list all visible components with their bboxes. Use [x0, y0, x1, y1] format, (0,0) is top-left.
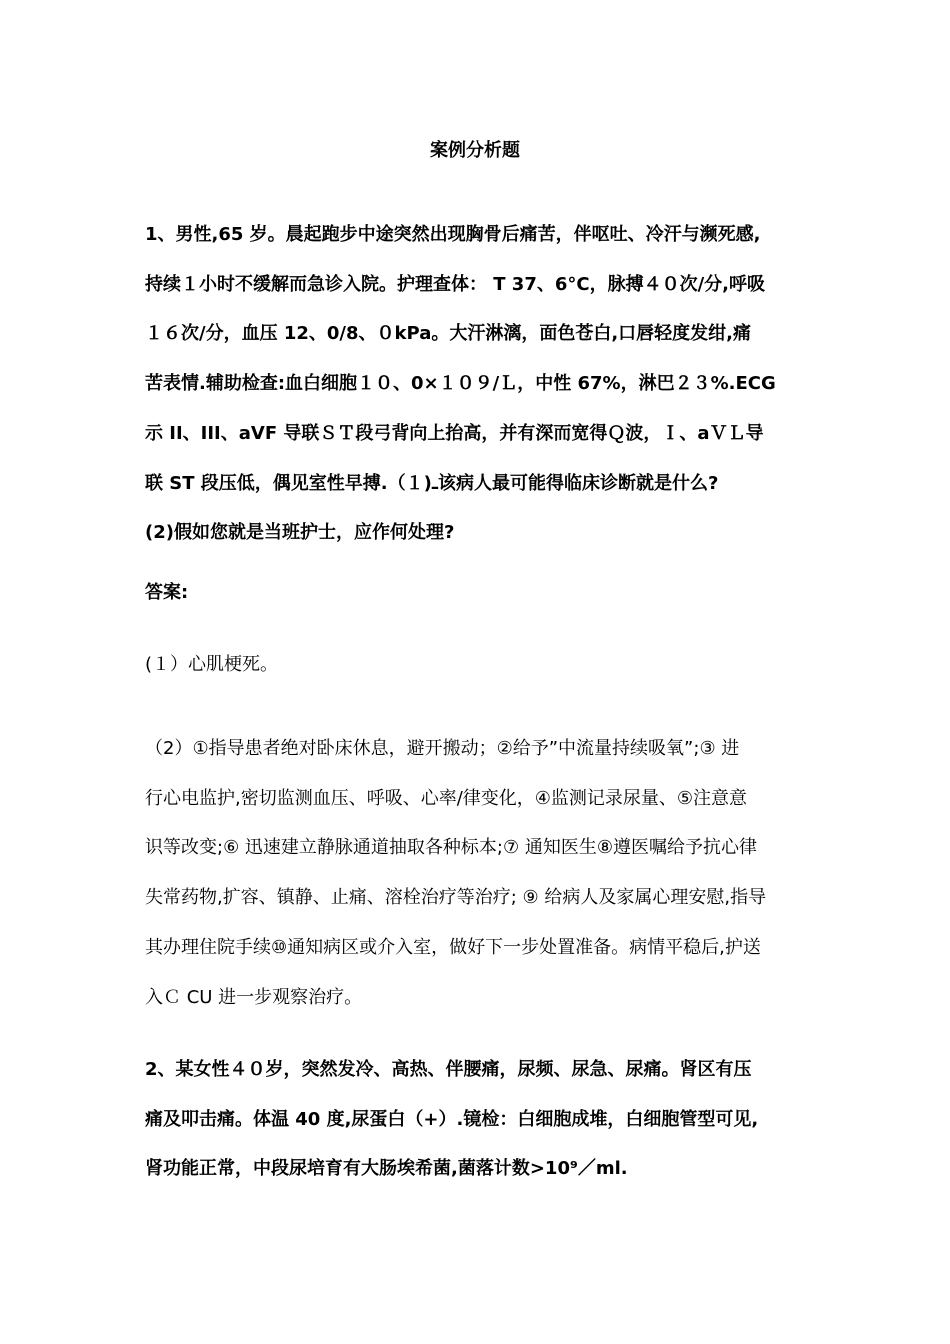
question-2-line: 2、某女性４０岁，突然发冷、高热、伴腰痛，尿频、尿急、尿痛。肾区有压 — [145, 1059, 752, 1080]
question-1-line: (2)假如您就是当班护士，应作何处理? — [145, 522, 455, 544]
answer-part-2-line: （2）①指导患者绝对卧床休息，避开搬动；②给予”中流量持续吸氧”;③ 进 — [145, 738, 740, 759]
question-1 — [145, 210, 810, 558]
question-1-line: 持续１小时不缓解而急诊入院。护理查体： T 37、6°C，脉搏４０次/分,呼吸 — [145, 273, 766, 295]
question-2 — [145, 1045, 810, 1194]
question-2-line: 痛及叩击痛。体温 40 度,尿蛋白（+）.镜检：白细胞成堆，白细胞管型可见, — [145, 1108, 759, 1130]
answer-heading: 答案: — [145, 582, 189, 603]
answer-part-2-line: 识等改变;⑥ 迅速建立静脉通道抽取各种标本;⑦ 通知医生⑧遵医嘱给予抗心律 — [145, 837, 757, 859]
answer-part-2-line: 行心电监护,密切监测血压、呼吸、心率/律变化，④监测记录尿量、⑤注意意 — [145, 787, 748, 809]
answer-part-2-line: 入Ｃ CU 进一步观察治疗。 — [145, 986, 363, 1008]
question-1-line: 示 II、III、aVF 导联ＳＴ段弓背向上抬高，并有深而宽得Ｑ波，Ｉ、aＶＬ导 — [145, 422, 764, 444]
answer-part-2-line: 其办理住院手续⑩通知病区或介入室，做好下一步处置准备。病情平稳后,护送 — [145, 936, 761, 958]
page-title: 案例分析题 — [430, 140, 520, 161]
question-1-line: 联 ST 段压低，偶见室性早搏.（１)ـ该病人最可能得临床诊断就是什么? — [145, 472, 719, 494]
question-1-line: １６次/分，血压 12、0/8、０kPa。大汗淋漓，面色苍白,口唇轻度发绀,痛 — [145, 323, 752, 345]
question-2-line: 肾功能正常，中段尿培育有大肠埃希菌,菌落计数>10⁹／ml. — [145, 1158, 628, 1180]
answer-part-1: (１）心肌梗死。 — [145, 654, 279, 675]
question-1-line: 苦表情.辅助检查:血白细胞１０、0×１０９/Ｌ，中性 67%，淋巴２３%.ECG — [145, 373, 776, 395]
question-1-line: 1、男性,65 岁。晨起跑步中途突然出现胸骨后痛苦，伴呕吐、冷汗与濒死感, — [145, 224, 761, 245]
answer-part-2 — [145, 724, 810, 1022]
answer-part-2-line: 失常药物,扩容、镇静、止痛、溶栓治疗等治疗; ⑨ 给病人及家属心理安慰,指导 — [145, 887, 767, 909]
